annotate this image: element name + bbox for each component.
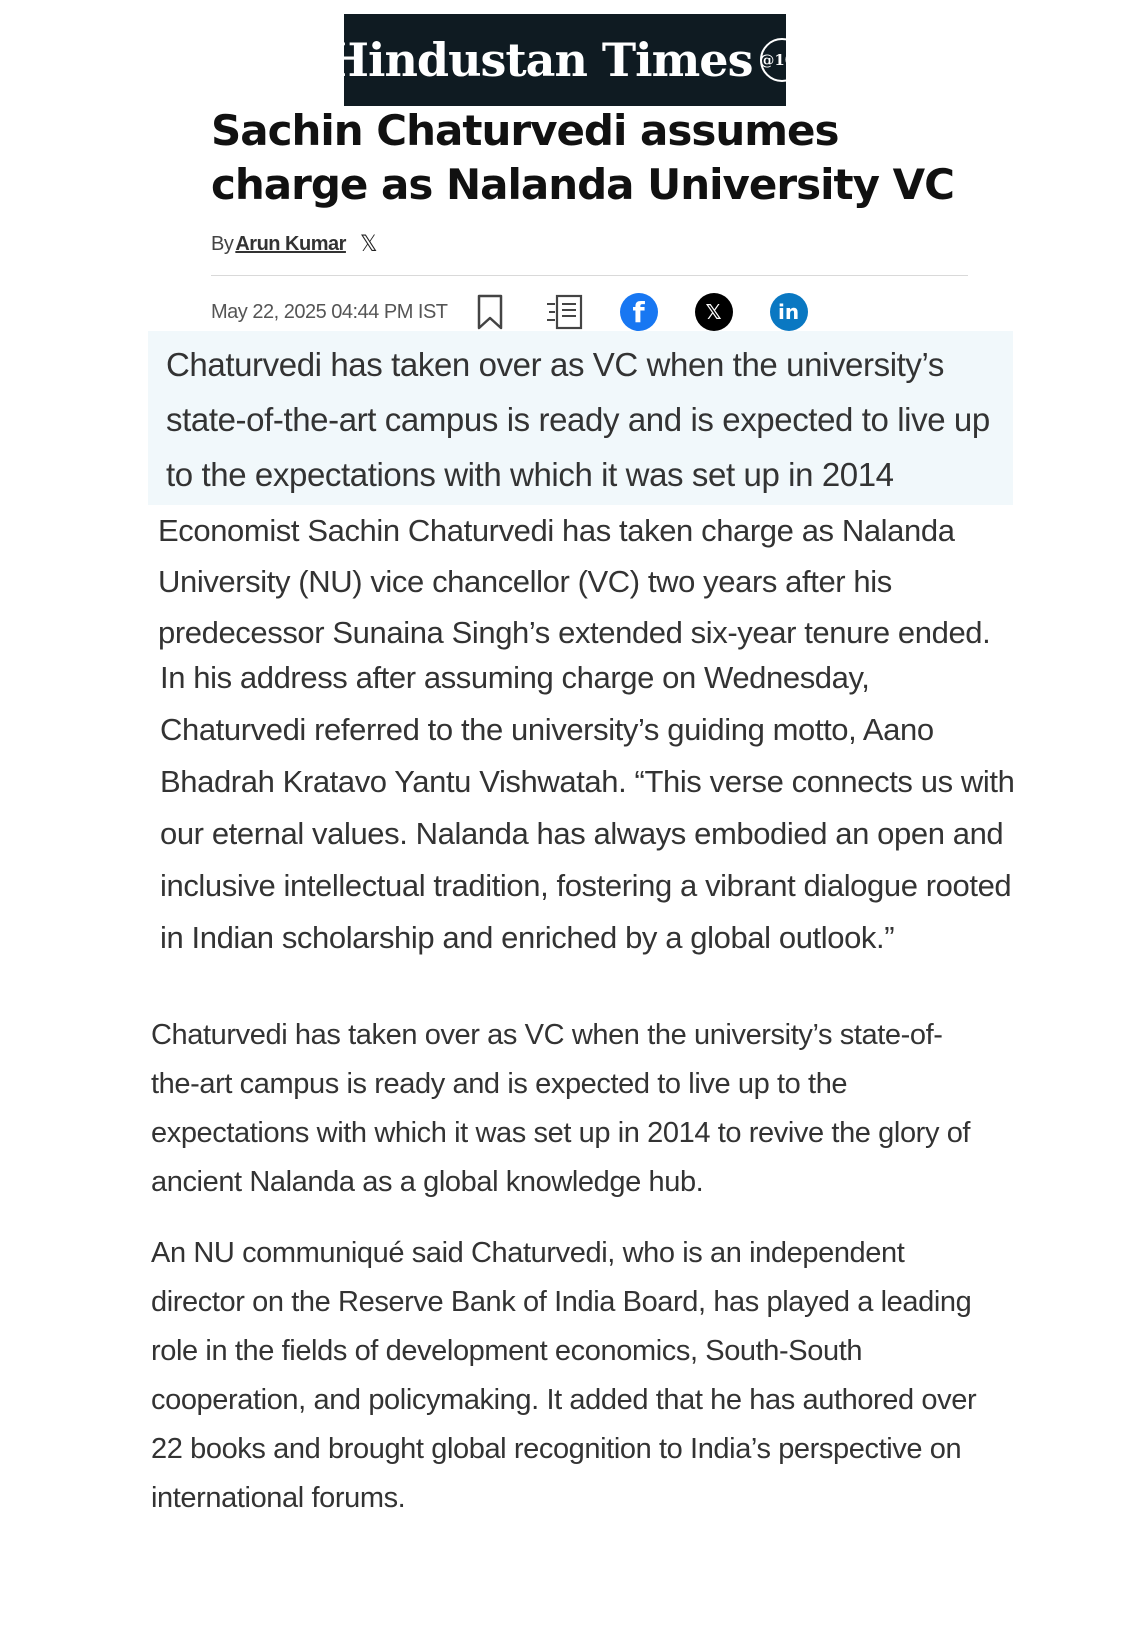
article-paragraph: Chaturvedi has taken over as VC when the university’s state-of-the-art campus is ready and is expected to live up to the expectations with which it was set up in 2014 to revive the glory of ancient Nalanda as a global knowledge hub. — [151, 1019, 971, 1198]
article-headline: Sachin Chaturvedi assumes charge as Nalanda University VC — [211, 106, 954, 209]
article-meta-row — [211, 292, 808, 332]
bookmark-icon[interactable] — [474, 293, 506, 331]
article-summary: Chaturvedi has taken over as VC when the university’s state-of-the-art campus is ready and is expected to live up to the expectations with which it was set up in 2014 — [148, 331, 1013, 505]
x-icon[interactable]: 𝕏 — [359, 232, 378, 257]
masthead-logo[interactable] — [325, 14, 806, 106]
document-icon[interactable] — [544, 293, 586, 331]
facebook-icon[interactable]: f — [620, 293, 658, 331]
author-link[interactable]: Arun Kumar — [235, 233, 346, 255]
linkedin-icon[interactable]: in — [770, 293, 808, 331]
logo-text: Hindustan Times — [325, 33, 753, 87]
publish-date: May 22, 2025 04:44 PM IST — [211, 300, 448, 323]
centenary-seal-icon: @100 — [760, 38, 804, 82]
article-paragraph: Economist Sachin Chaturvedi has taken charge as Nalanda University (NU) vice chancellor (VC) two years after his predecessor Sunaina Singh’s extended six-year tenure ended. — [158, 513, 991, 650]
byline-prefix: By — [211, 233, 234, 255]
divider — [211, 275, 968, 276]
byline — [211, 232, 377, 257]
x-share-icon[interactable]: 𝕏 — [695, 293, 733, 331]
article-paragraph: An NU communiqué said Chaturvedi, who is an independent director on the Reserve Bank of India Board, has played a leading role in the fields of development economics, South-South cooperation, and policymaking. It added that he has authored over 22 books and brought global recognition to India’s perspective on international forums. — [151, 1237, 977, 1514]
article-paragraph-quote: In his address after assuming charge on Wednesday, Chaturvedi referred to the university’s guiding motto, Aano Bhadrah Kratavo Yantu Vishwatah. “This verse connects us with our eternal values. Nalanda has always embodied an open and inclusive intellectual tradition, fostering a vibrant dialogue rooted in Indian scholarship and enriched by a global outlook.” — [160, 660, 1015, 955]
